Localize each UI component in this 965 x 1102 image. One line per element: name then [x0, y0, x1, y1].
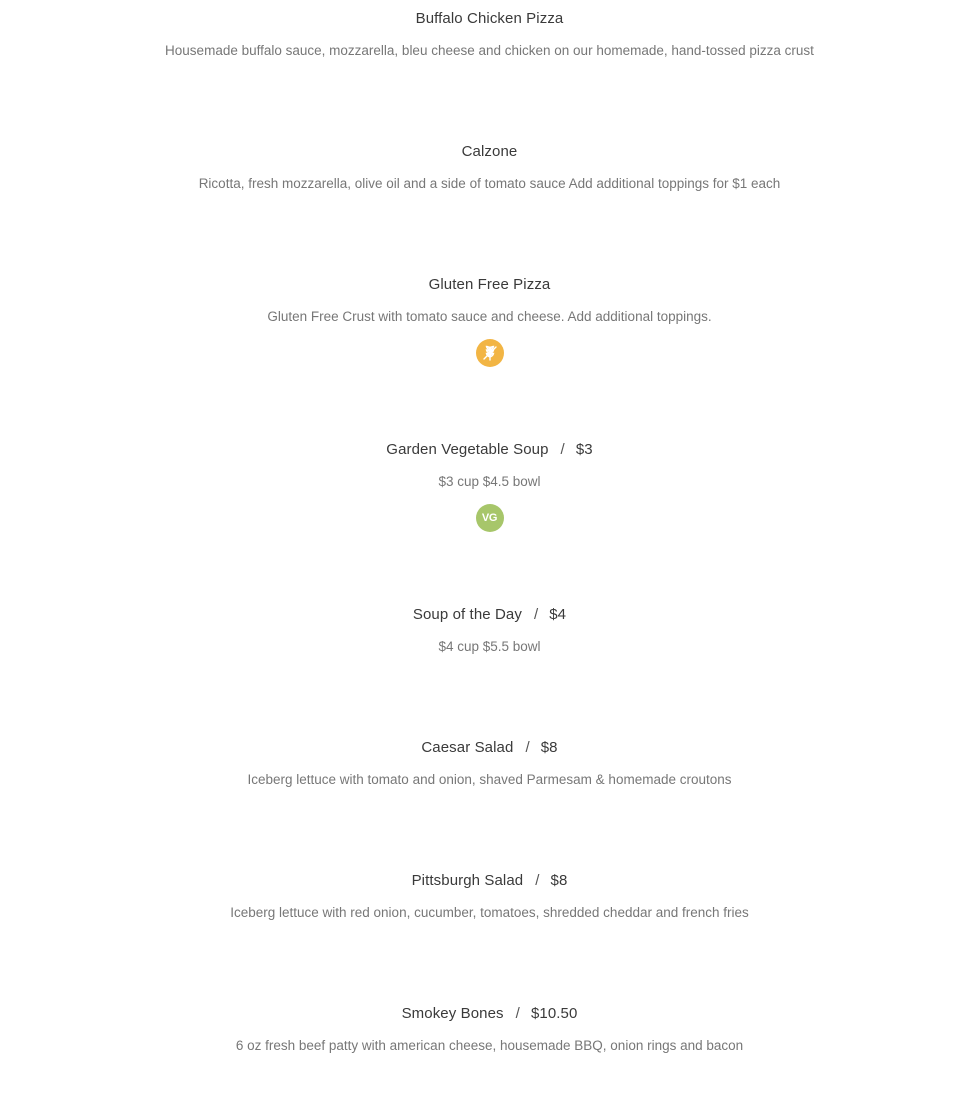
menu-item-title — [0, 441, 965, 458]
price-separator: / — [535, 872, 540, 889]
menu-item-title — [0, 872, 965, 889]
menu-item-description: 6 oz fresh beef patty with american cheese, housemade BBQ, onion rings and bacon — [235, 1038, 744, 1053]
menu-item-description: Ricotta, fresh mozzarella, olive oil and a side of tomato sauce Add additional toppings for $1 each — [198, 176, 781, 191]
menu-item-price: $10.50 — [530, 1005, 578, 1022]
menu-item-description: Housemade buffalo sauce, mozzarella, bleu cheese and chicken on our homemade, hand-tossed pizza crust — [165, 43, 814, 58]
menu-item-caesar-salad — [0, 739, 965, 787]
menu-item-garden-vegetable-soup — [0, 441, 965, 532]
price-separator: / — [533, 606, 539, 623]
menu-item-description: Gluten Free Crust with tomato sauce and cheese. Add additional toppings. — [267, 309, 712, 324]
menu-item-smokey-bones — [0, 1005, 965, 1053]
menu-item-name: Caesar Salad — [421, 739, 514, 756]
menu-item-name: Smokey Bones — [401, 1005, 504, 1022]
menu-item-name: Gluten Free Pizza — [428, 276, 551, 293]
menu-item-price: $8 — [550, 872, 568, 889]
menu-item-title — [0, 606, 965, 623]
menu-item-title — [0, 10, 965, 27]
menu-item-name: Soup of the Day — [412, 606, 522, 623]
price-separator: / — [525, 739, 530, 756]
menu-item-title — [0, 143, 965, 160]
menu-item-description: Iceberg lettuce with tomato and onion, shaved Parmesam & homemade croutons — [247, 772, 732, 787]
gluten-free-icon — [476, 339, 504, 367]
menu-item-pittsburgh-salad — [0, 872, 965, 920]
price-separator: / — [515, 1005, 520, 1022]
vegan-badge-icon: VG — [476, 504, 504, 532]
menu-item-title — [0, 1005, 965, 1022]
menu-item-title — [0, 739, 965, 756]
menu-item-gluten-free-pizza — [0, 276, 965, 367]
menu-item-soup-of-the-day — [0, 606, 965, 654]
menu-item-description: $4 cup $5.5 bowl — [438, 639, 541, 654]
menu-item-title — [0, 276, 965, 293]
price-separator: / — [560, 441, 565, 458]
menu-item-buffalo-chicken-pizza — [0, 10, 965, 58]
menu-item-description: Iceberg lettuce with red onion, cucumber, tomatoes, shredded cheddar and french fries — [230, 905, 749, 920]
menu-item-price: $4 — [549, 606, 567, 623]
menu-item-price: $8 — [540, 739, 558, 756]
menu-item-description: $3 cup $4.5 bowl — [438, 474, 541, 489]
menu-item-name: Buffalo Chicken Pizza — [415, 10, 564, 27]
menu-item-name: Calzone — [461, 143, 518, 160]
menu-item-price: $3 — [575, 441, 593, 458]
menu-item-calzone — [0, 143, 965, 191]
menu-item-name: Garden Vegetable Soup — [386, 441, 549, 458]
menu-item-name: Pittsburgh Salad — [411, 872, 524, 889]
